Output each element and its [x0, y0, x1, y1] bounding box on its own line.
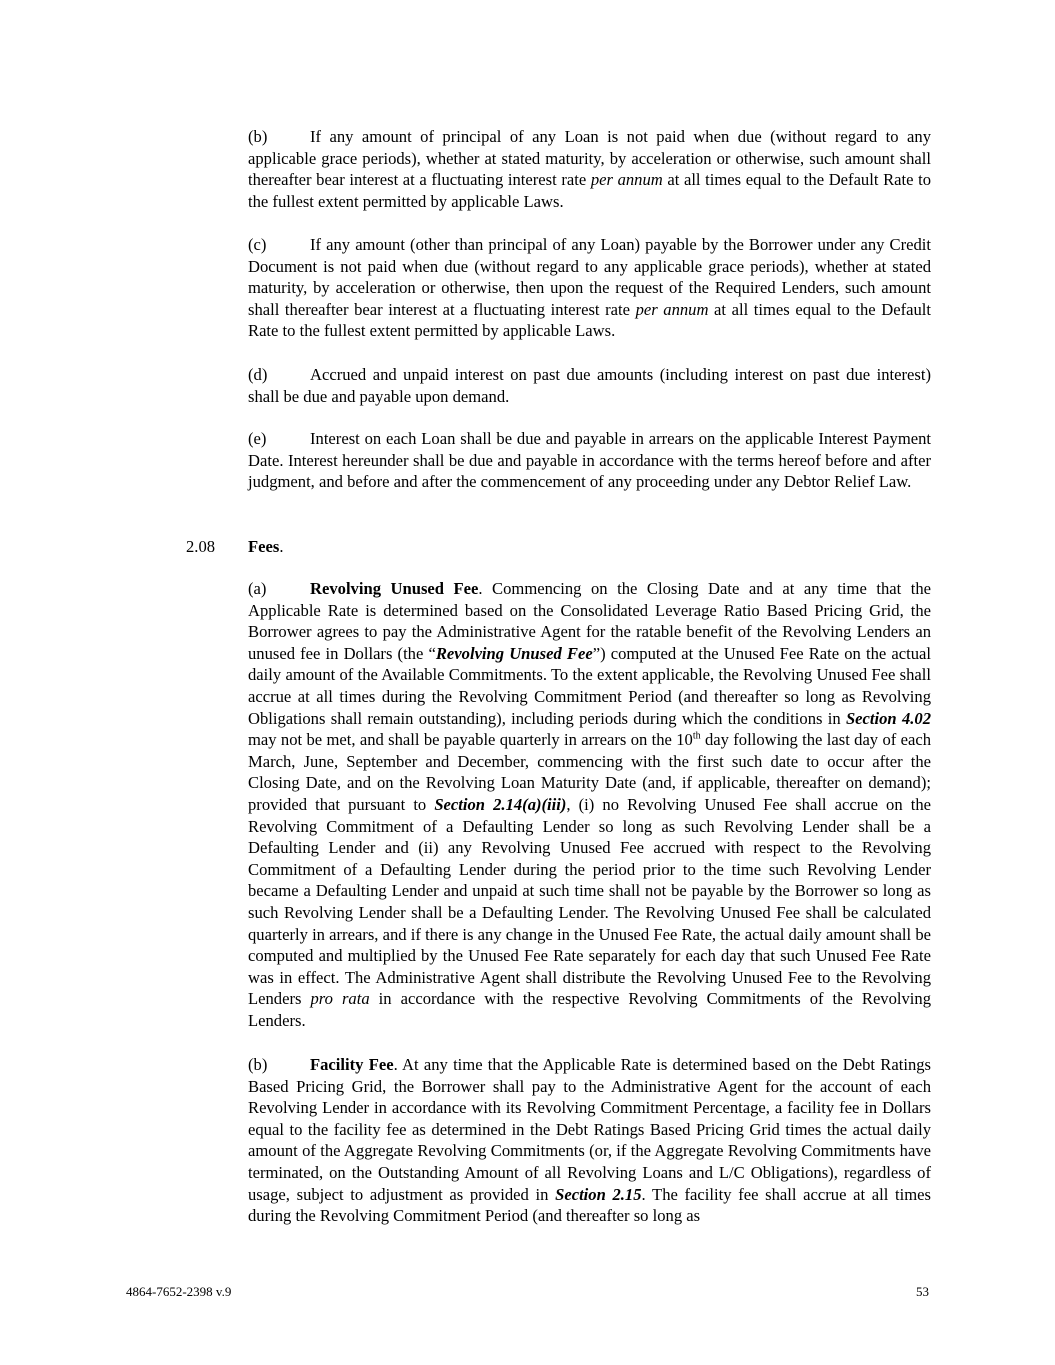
paragraph-label: (b) [248, 1055, 268, 1074]
paragraph-e-interest-payment: (e) Interest on each Loan shall be due and payable in arrears on the applicable Interest Payment Date. Interest hereunder shall be due and payable in accordance with the terms hereof before and after judgment, and before and after the commencement of any proceeding under any Debtor Relief Law. [248, 429, 931, 492]
fee-heading: Revolving Unused Fee [310, 579, 479, 598]
paragraph-b-default-principal: (b) If any amount of principal of any Loan is not paid when due (without regard to any applicable grace periods), whether at stated maturity, by acceleration or otherwise, such amount shall thereafter bear interest at a fluctuating interest rate per annum at all times equal to the Default Rate to the fullest extent permitted by applicable Laws. [248, 127, 931, 211]
paragraph-label: (e) [248, 429, 267, 448]
paragraph-c-default-other: (c) If any amount (other than principal of any Loan) payable by the Borrower under any Credit Document is not paid when due (without regard to any applicable grace periods), whether at stated maturity, by acceleration or otherwise, then upon the request of the Required Lenders, such amount shall thereafter bear interest at a fluctuating interest rate per annum at all times equal to the Default Rate to the fullest extent permitted by applicable Laws. [248, 235, 931, 341]
paragraph-label: (a) [248, 579, 267, 598]
paragraph-label: (b) [248, 127, 268, 146]
paragraph-label: (c) [248, 235, 267, 254]
defined-term: Revolving Unused Fee [435, 643, 593, 663]
paragraph-facility-fee: (b) Facility Fee. At any time that the Applicable Rate is determined based on the Debt Ratings Based Pricing Grid, the Borrower shall pay to the Administrative Agent for the account of each Revolving Lender in accordance with its Revolving Commitment Percentage, a facility fee in Dollars equal to the facility fee as determined in the Debt Ratings Based Pricing Grid times the actual daily amount of the Aggregate Revolving Commitments (or, if the Aggregate Revolving Commitments have terminated, on the Outstanding Amount of all Revolving Loans and L/C Obligations), regardless of usage, subject to adjustment as provided in Section 2.15. The facility fee shall accrue at all times during the Revolving Commitment Period (and thereafter so long as [248, 1055, 931, 1226]
fee-heading: Facility Fee [310, 1055, 394, 1074]
document-id: 4864-7652-2398 v.9 [126, 1284, 232, 1299]
section-title: Fees [248, 537, 280, 556]
page-number: 53 [916, 1284, 929, 1299]
paragraph-d-accrued-interest: (d) Accrued and unpaid interest on past due amounts (including interest on past due interest) shall be due and payable upon demand. [248, 365, 931, 406]
paragraph-label: (d) [248, 365, 268, 384]
section-reference: Section 2.14(a)(iii) [434, 794, 567, 814]
section-heading: 2.08 Fees. [186, 537, 284, 556]
section-reference: Section 2.15 [555, 1184, 642, 1204]
section-number: 2.08 [186, 537, 216, 556]
paragraph-revolving-unused-fee: (a) Revolving Unused Fee. Commencing on the Closing Date and at any time that the Applicable Rate is determined based on the Consolidated Leverage Ratio Based Pricing Grid, the Borrower agrees to pay the Administrative Agent for the ratable benefit of the Revolving Lenders an unused fee in Dollars (the “Revolving Unused Fee”) computed at the Unused Fee Rate on the actual daily amount of the Available Commitments. To the extent applicable, the Revolving Unused Fee shall accrue at all times during the Revolving Commitment Period (and thereafter so long as Revolving Obligations shall remain outstanding), including periods during which the conditions in Section 4.02 may not be met, and shall be payable quarterly in arrears on the 10th day following the last day of each March, June, September and December, commencing with the first such date to occur after the Closing Date, and on the Revolving Loan Maturity Date (and, if applicable, thereafter on demand); provided that pursuant to Section 2.14(a)(iii), (i) no Revolving Unused Fee shall accrue on the Revolving Commitment of a Defaulting Lender so long as such Revolving Lender shall be a Defaulting Lender and (ii) any Revolving Unused Fee accrued with respect to the Revolving Commitment of a Defaulting Lender during the period prior to the time such Revolving Lender became a Defaulting Lender and unpaid at such time shall not be payable by the Borrower so long as such Revolving Lender shall be a Defaulting Lender. The Revolving Unused Fee shall be calculated quarterly in arrears, and if there is any change in the Unused Fee Rate, the actual daily amount shall be computed and multiplied by the Unused Fee Rate separately for each day that such Unused Fee Rate was in effect. The Administrative Agent shall distribute the Revolving Unused Fee to the Revolving Lenders pro rata in accordance with the respective Revolving Commitments of the Revolving Lenders. [248, 579, 932, 1030]
section-reference: Section 4.02 [845, 708, 931, 728]
